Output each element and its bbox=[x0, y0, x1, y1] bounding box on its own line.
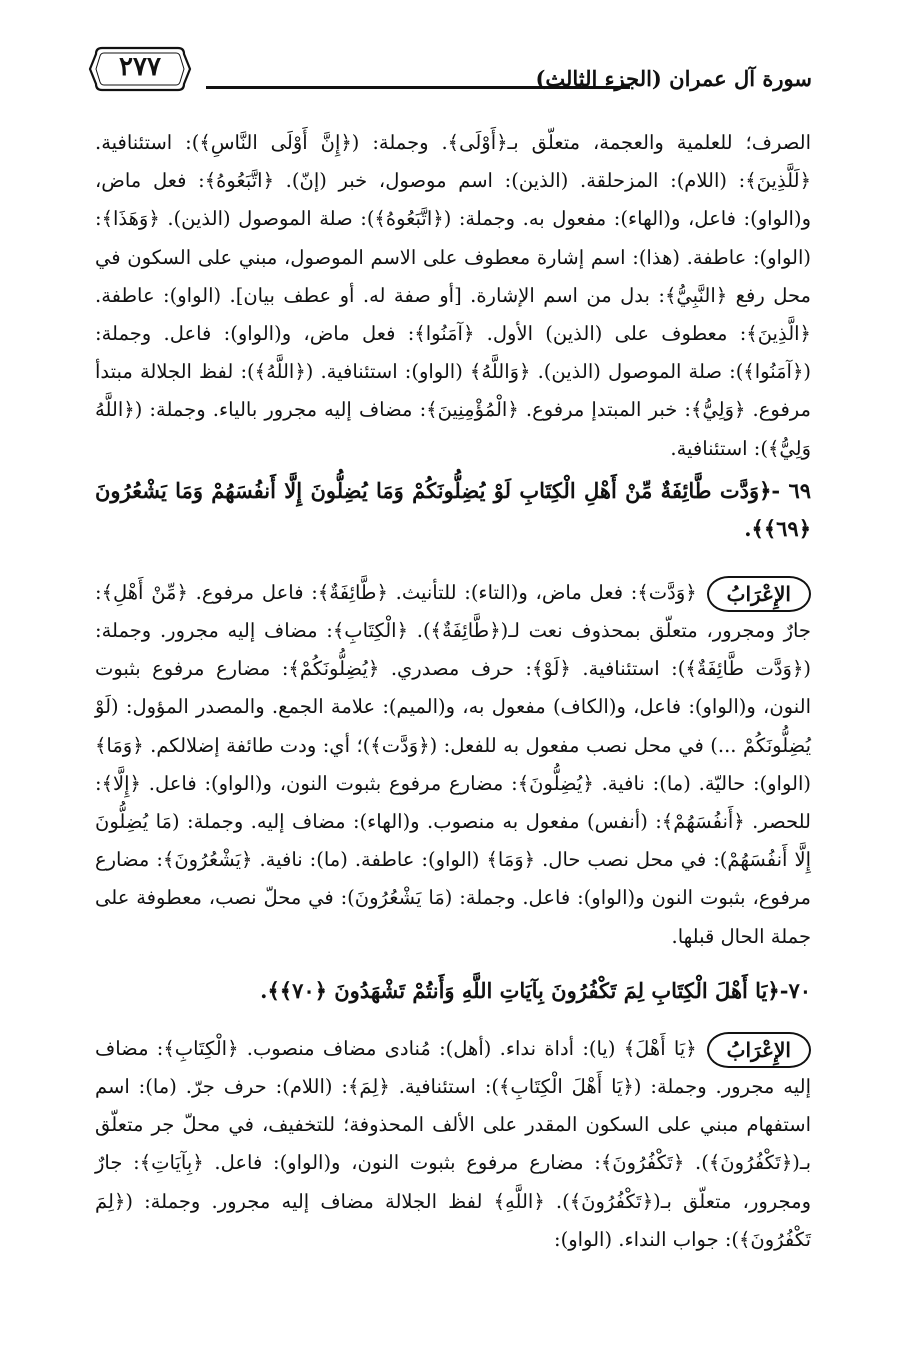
surah-title: سورة آل عمران (الجزء الثالث) bbox=[535, 66, 812, 91]
iarab-69-block bbox=[95, 574, 811, 956]
section-68-analysis: الصرف؛ للعلمية والعجمة، متعلّق بـ﴿أَوْلَى﴾. وجملة: (﴿إِنَّ أَوْلَى النَّاسِ﴾): استئنافية. ﴿لَلَّذِينَ﴾: (اللام): المزحلقة. (الذين): اسم موصول، خبر (إنّ). ﴿اتَّبَعُوهُ﴾: فعل ماض، و(الواو): فاعل، و(الهاء): مفعول به. وجملة: (﴿اتَّبَعُوهُ﴾): صلة الموصول (الذين). ﴿وَهَذَا﴾: (الواو): عاطفة. (هذا): اسم إشارة معطوف على الاسم الموصول، مبني على السكون في محل رفع ﴿النَّبِيُّ﴾: بدل من اسم الإشارة. [أو صفة له. أو عطف بيان]. (الواو): عاطفة. ﴿الَّذِينَ﴾: معطوف على (الذين) الأول. ﴿آمَنُوا﴾: فعل ماض، و(الواو): فاعل. وجملة: (﴿آمَنُوا﴾): صلة الموصول (الذين). ﴿وَاللَّهُ﴾ (الواو): استئنافية. (﴿اللَّهُ﴾): لفظ الجلالة مبتدأ مرفوع. ﴿وَلِيُّ﴾: خبر المبتدإ مرفوع. ﴿الْمُؤْمِنِينَ﴾: مضاف إليه مجرور بالياء. وجملة: (﴿اللَّهُ وَلِيُّ﴾): استئنافية. bbox=[95, 131, 811, 460]
iarab-70-block bbox=[95, 1030, 811, 1259]
page-content bbox=[95, 124, 811, 1323]
iarab-70-text: ﴿يَا أَهْلَ﴾ (يا): أداة نداء. (أهل): مُنادى مضاف منصوب. ﴿الْكِتَابِ﴾: مضاف إليه مجرور. وجملة: (﴿يَا أَهْلَ الْكِتَابِ﴾): استئنافية. ﴿لِمَ﴾: (اللام): حرف جرّ. (ما): اسم استفهام مبني على السكون المقدر على الألف المحذوفة؛ للتخفيف، في محلّ جر متعلّق بـ(﴿تَكْفُرُونَ﴾). ﴿تَكْفُرُونَ﴾: مضارع مرفوع بثبوت النون، و(الواو): فاعل. ﴿بِآيَاتِ﴾: جارٌ ومجرور، متعلّق بـ(﴿تَكْفُرُونَ﴾). ﴿اللَّهِ﴾ لفظ الجلالة مضاف إليه مجرور. وجملة: (﴿لِمَ تَكْفُرُونَ﴾): جواب النداء. (الواو): bbox=[95, 1036, 811, 1251]
page-number: ٢٧٧ bbox=[119, 52, 161, 82]
iarab-label: الإِعْرَابُ bbox=[707, 1032, 811, 1068]
page-number-badge bbox=[88, 44, 192, 94]
iarab-69-text: ﴿وَدَّت﴾: فعل ماض، و(التاء): للتأنيث. ﴿طَّائِفَةٌ﴾: فاعل مرفوع. ﴿مِّنْ أَهْلِ﴾: جارٌ ومجرور، متعلّق بمحذوف نعت لـ(﴿طَّائِفَةٌ﴾). ﴿الْكِتَابِ﴾: مضاف إليه مجرور. وجملة: (﴿وَدَّت طَّائِفَةٌ﴾): استئنافية. ﴿لَوْ﴾: حرف مصدري. ﴿يُضِلُّونَكُمْ﴾: مضارع مرفوع بثبوت النون، و(الواو): فاعل، و(الكاف) مفعول به، و(الميم): علامة الجمع. والمصدر المؤول: (لَوْ يُضِلُّونَكُمْ ...) في محل نصب مفعول به للفعل: (﴿وَدَّت﴾)؛ أي: ودت طائفة إضلالكم. ﴿وَمَا﴾ (الواو): حاليّة. (ما): نافية. ﴿يُضِلُّونَ﴾: مضارع مرفوع بثبوت النون، و(الواو): فاعل. ﴿إِلَّا﴾: للحصر. ﴿أَنفُسَهُمْ﴾: (أنفس) مفعول به منصوب. و(الهاء): مضاف إليه. وجملة: (مَا يُضِلُّونَ إِلَّا أَنفُسَهُمْ): في محل نصب حال. ﴿وَمَا﴾ (الواو): عاطفة. (ما): نافية. ﴿يَشْعُرُونَ﴾: مضارع مرفوع، بثبوت النون و(الواو): فاعل. وجملة: (مَا يَشْعُرُونَ): في محلّ نصب، معطوفة على جملة الحال قبلها. bbox=[95, 580, 811, 948]
verse-70: ٧٠-﴿يَا أَهْلَ الْكِتَابِ لِمَ تَكْفُرُونَ بِآيَاتِ اللَّهِ وَأَنتُمْ تَشْهَدُونَ ﴿٧٠﴾﴾. bbox=[260, 977, 811, 1003]
verse-69: ٦٩ -﴿وَدَّت طَّائِفَةٌ مِّنْ أَهْلِ الْكِتَابِ لَوْ يُضِلُّونَكُمْ وَمَا يُضِلُّونَ إِلَّا أَنفُسَهُمْ وَمَا يَشْعُرُونَ ﴿٦٩﴾﴾. bbox=[95, 477, 811, 541]
iarab-label: الإِعْرَابُ bbox=[707, 576, 811, 612]
page-header bbox=[88, 40, 812, 110]
